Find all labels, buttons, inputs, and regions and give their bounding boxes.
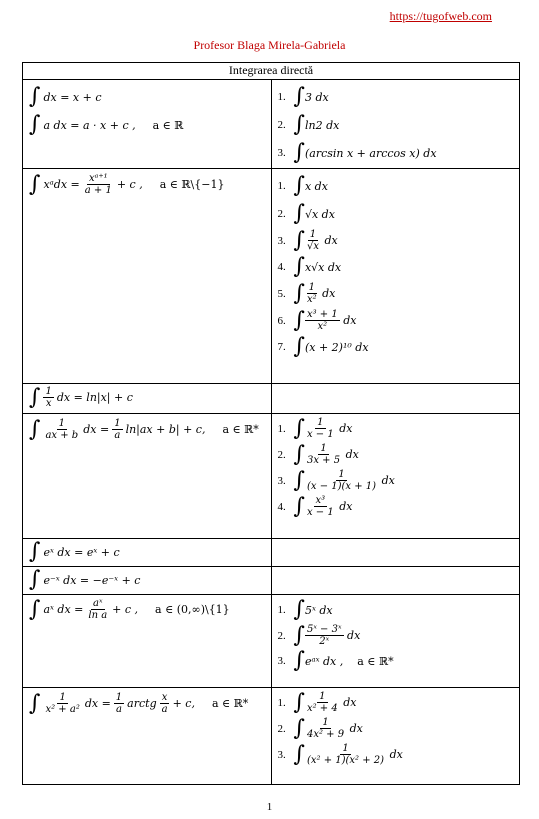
fraction: $\frac{\text{x³ + 1}}{\text{x²}}$ <box>306 309 338 332</box>
integral-sign: ∫ <box>29 690 41 716</box>
fraction: $\frac{1}{a}$ <box>115 692 123 715</box>
exercise-number: 3. <box>277 474 286 487</box>
fraction: $\frac{\text{aˣ}}{\text{ln a}}$ <box>88 598 108 621</box>
table-row <box>23 567 520 595</box>
fraction: $\frac{1}{√x}$ <box>306 229 319 252</box>
integral-sign: ∫ <box>293 84 305 109</box>
exercise-text: (x + 2)¹⁰ dx <box>304 340 369 354</box>
exercise-number: 2. <box>277 119 286 131</box>
integral-sign: ∫ <box>293 441 305 467</box>
fraction: $\frac{\text{x³}}{x - 1}$ <box>306 495 334 518</box>
fraction: $\frac{x}{a}$ <box>161 692 168 715</box>
exercise-text: x√x dx <box>304 260 342 274</box>
fraction: $\frac{1}{\text{x²}}$ <box>306 282 317 305</box>
integral-sign: ∫ <box>29 596 41 622</box>
fraction: $\frac{1}{\text{(x² + 1)(x² + 2)}}$ <box>306 743 385 766</box>
condition-text: a ∈ ℝ\{−1} <box>159 178 225 191</box>
fraction: $\frac{1}{x}$ <box>45 386 52 409</box>
exercise-number: 1. <box>277 422 286 435</box>
fraction: $\frac{1}{x - 1}$ <box>306 417 334 440</box>
source-url-link[interactable]: https://tugofweb.com <box>389 9 492 23</box>
formula-text: eˣ dx = eˣ + c <box>43 545 120 559</box>
table-row <box>23 539 520 567</box>
exercise-text: ln2 dx <box>304 118 340 132</box>
fraction: $\frac{1}{3x + 5}$ <box>306 443 341 466</box>
formula-text: dx = x + c <box>43 90 102 104</box>
exercise-number: 1. <box>277 180 286 192</box>
table-title: Integrarea directă <box>23 63 520 80</box>
condition-text: a ∈ ℝ* <box>222 423 259 436</box>
integral-sign: ∫ <box>293 201 305 226</box>
integral-sign: ∫ <box>293 173 305 198</box>
fraction: $\frac{1}{(x - 1)(x + 1)}$ <box>306 469 377 492</box>
integral-sign: ∫ <box>293 227 305 253</box>
author-title: Profesor Blaga Mirela-Gabriela <box>193 38 346 52</box>
fraction: $\frac{1}{ax + b}$ <box>45 418 79 441</box>
integral-sign: ∫ <box>29 539 41 564</box>
exercise-number: 1. <box>277 696 286 709</box>
integral-sign: ∫ <box>293 112 305 137</box>
integral-sign: ∫ <box>29 84 41 109</box>
integral-sign: ∫ <box>293 280 305 306</box>
integral-sign: ∫ <box>293 493 305 519</box>
table-row: ∫ $\frac{1}{ax + b}$ dx = $\frac{1}{a}$ ln|ax + b| + c, a ∈ ℝ* 1. ∫ $\frac{1}{x - 1}$ dx 2. ∫ $\frac{1}{3x + 5}$ dx 3. ∫ $\frac{1}{(x - 1)(x + 1)}$ dx 4. ∫ $\frac{\text{x³}}{x - 1}$ dx <box>23 414 520 539</box>
exercise-number: 3. <box>277 655 286 667</box>
table-row: ∫ aˣ dx = $\frac{\text{aˣ}}{\text{ln a}}$ + c , a ∈ (0,∞)\{1} 1. ∫ 5ˣ dx 2. ∫ $\frac{\text{5ˣ − 3ˣ}}{\text{2ˣ}}$ dx 3. ∫ eᵃˣ dx , a ∈ ℝ* <box>23 595 520 688</box>
integral-sign: ∫ <box>293 689 305 715</box>
integral-sign: ∫ <box>293 140 305 165</box>
table-row: ∫ xᵃdx = $\frac{\text{xᵃ⁺¹}}{a + 1}$ + c , a ∈ ℝ\{−1} 1. ∫ x dx 2. ∫ √x dx 3. ∫ $\frac{1}{√x}$ dx 4. ∫ x√x dx 5. ∫ $\frac{1}{\text{x²}}$ dx 6. ∫ $\frac{\text{x³ + 1}}{\text{x²}}$ dx 7. ∫ (x + 2)¹⁰ dx <box>23 169 520 384</box>
integral-sign: ∫ <box>29 384 41 410</box>
fraction: $\frac{\text{xᵃ⁺¹}}{a + 1}$ <box>84 173 112 196</box>
exercise-text: (arcsin x + arccos x) dx <box>304 146 437 160</box>
exercise-number: 5. <box>277 287 286 300</box>
formula-text: xᵃdx = <box>43 178 80 191</box>
integral-sign: ∫ <box>293 597 305 622</box>
integral-sign: ∫ <box>29 112 41 137</box>
exercise-number: 6. <box>277 314 286 327</box>
exercise-number: 4. <box>277 261 286 273</box>
exercise-number: 7. <box>277 341 286 353</box>
formula-text: a dx = a · x + c , <box>43 118 136 132</box>
table-row <box>23 80 520 169</box>
formula-text: dx = ln|x| + c <box>56 391 133 404</box>
condition-text: a ∈ (0,∞)\{1} <box>155 603 230 616</box>
exercise-text: 3 dx <box>304 90 329 104</box>
fraction: $\frac{1}{\text{4x² + 9}}$ <box>306 717 345 740</box>
integral-sign: ∫ <box>293 254 305 279</box>
condition-text: a ∈ ℝ <box>152 118 184 132</box>
fraction: $\frac{\text{5ˣ − 3ˣ}}{\text{2ˣ}}$ <box>306 624 342 647</box>
integral-sign: ∫ <box>293 467 305 493</box>
table-row <box>23 384 520 414</box>
integral-sign: ∫ <box>29 171 41 197</box>
condition-text: a ∈ ℝ* <box>211 697 249 710</box>
integral-sign: ∫ <box>293 715 305 741</box>
fraction: $\frac{1}{\text{x² + 4}}$ <box>306 691 338 714</box>
integral-sign: ∫ <box>293 648 305 673</box>
exercise-number: 3. <box>277 748 286 761</box>
fraction: $\frac{1}{a}$ <box>114 418 121 441</box>
condition-text: a ∈ ℝ* <box>357 654 394 668</box>
formula-text: e⁻ˣ dx = −e⁻ˣ + c <box>43 573 141 587</box>
exercise-text: x dx <box>304 179 328 193</box>
exercise-number: 3. <box>277 147 286 159</box>
exercise-number: 2. <box>277 722 286 735</box>
exercise-number: 2. <box>277 448 286 461</box>
exercise-text: √x dx <box>304 207 335 221</box>
integral-sign: ∫ <box>293 741 305 767</box>
integration-table <box>22 62 520 785</box>
integral-sign: ∫ <box>29 567 41 592</box>
formula-text: + c , <box>116 178 143 191</box>
exercise-number: 3. <box>277 234 286 247</box>
table-row: ∫ $\frac{1}{\text{x² + a²}}$ dx = $\frac{1}{a}$ arctg $\frac{x}{a}$ + c, a ∈ ℝ* 1. ∫ $\frac{1}{\text{x² + 4}}$ dx 2. ∫ $\frac{1}{\text{4x² + 9}}$ dx 3. ∫ $\frac{1}{\text{(x² + 1)(x² + 2)}}$ dx <box>23 688 520 785</box>
exercise-number: 1. <box>277 604 286 616</box>
integral-sign: ∫ <box>293 307 305 333</box>
integral-sign: ∫ <box>293 415 305 441</box>
exercise-number: 1. <box>277 91 286 103</box>
integral-sign: ∫ <box>293 334 305 359</box>
exercise-number: 2. <box>277 629 286 642</box>
fraction: $\frac{1}{\text{x² + a²}}$ <box>45 692 80 715</box>
integral-sign: ∫ <box>293 622 305 648</box>
exercise-number: 2. <box>277 208 286 220</box>
integral-sign: ∫ <box>29 416 41 442</box>
exercise-number: 4. <box>277 500 286 513</box>
page-number: 1 <box>266 801 273 813</box>
